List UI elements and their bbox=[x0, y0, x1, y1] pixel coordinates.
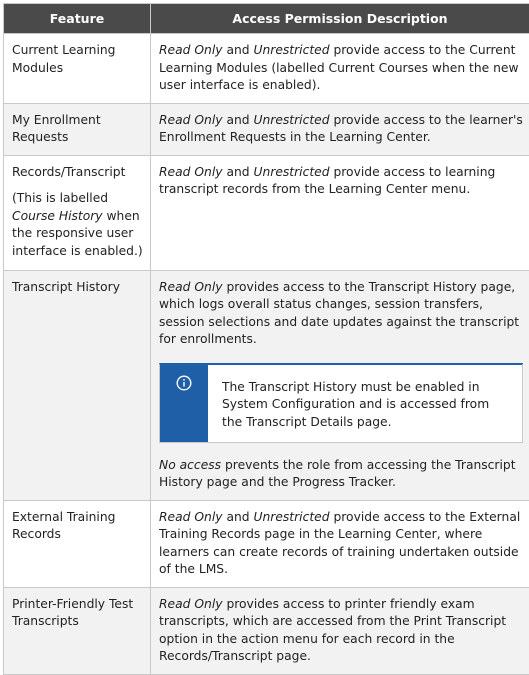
info-note-box bbox=[159, 363, 523, 443]
feature-name: Records/Transcript bbox=[12, 164, 144, 182]
feature-name: Current Learning Modules bbox=[12, 42, 144, 77]
feature-cell bbox=[4, 500, 151, 587]
feature-name: External Training Records bbox=[12, 509, 144, 544]
access-permission-table bbox=[3, 3, 529, 675]
table-row bbox=[4, 500, 529, 587]
feature-cell bbox=[4, 34, 151, 104]
feature-cell bbox=[4, 270, 151, 500]
description-cell bbox=[151, 34, 529, 104]
feature-cell bbox=[4, 103, 151, 155]
description-cell bbox=[151, 500, 529, 587]
description-cell bbox=[151, 587, 529, 674]
table-row bbox=[4, 587, 529, 674]
info-note-text: The Transcript History must be enabled in System Configuration and is accessed from the Transcript Details page. bbox=[208, 365, 522, 442]
description-cell bbox=[151, 155, 529, 270]
table-row bbox=[4, 155, 529, 270]
table-row bbox=[4, 34, 529, 104]
description-text: Read Only and Unrestricted provide access to the Current Learning Modules (labelled Current Courses when the new user interface is enabled). bbox=[159, 42, 523, 95]
description-text: Read Only and Unrestricted provide access to learning transcript records from the Learning Center menu. bbox=[159, 164, 523, 199]
info-note-accent bbox=[160, 365, 208, 442]
description-text-secondary: No access prevents the role from accessing the Transcript History page and the Progress Tracker. bbox=[159, 457, 523, 492]
description-text: Read Only provides access to the Transcript History page, which logs overall status changes, session transfers, session selections and date updates against the transcript for enrollments. bbox=[159, 279, 523, 349]
feature-note: (This is labelled Course History when the responsive user interface is enabled.) bbox=[12, 190, 144, 260]
description-cell bbox=[151, 103, 529, 155]
feature-name: Transcript History bbox=[12, 279, 144, 297]
table-header-row bbox=[4, 4, 529, 34]
description-text: Read Only and Unrestricted provide access to the External Training Records page in the Learning Center, where learners can create records of training undertaken outside of the LMS. bbox=[159, 509, 523, 579]
feature-cell bbox=[4, 587, 151, 674]
description-cell bbox=[151, 270, 529, 500]
table-row bbox=[4, 103, 529, 155]
description-text: Read Only provides access to printer friendly exam transcripts, which are accessed from the Print Transcript option in the action menu for each record in the Records/Transcript page. bbox=[159, 596, 523, 666]
table-row bbox=[4, 270, 529, 500]
feature-name: My Enrollment Requests bbox=[12, 112, 144, 147]
info-circle-icon bbox=[176, 375, 192, 391]
feature-name: Printer-Friendly Test Transcripts bbox=[12, 596, 144, 631]
description-text: Read Only and Unrestricted provide access to the learner's Enrollment Requests in the Learning Center. bbox=[159, 112, 523, 147]
description-column-header: Access Permission Description bbox=[151, 4, 529, 34]
feature-cell bbox=[4, 155, 151, 270]
feature-column-header: Feature bbox=[4, 4, 151, 34]
